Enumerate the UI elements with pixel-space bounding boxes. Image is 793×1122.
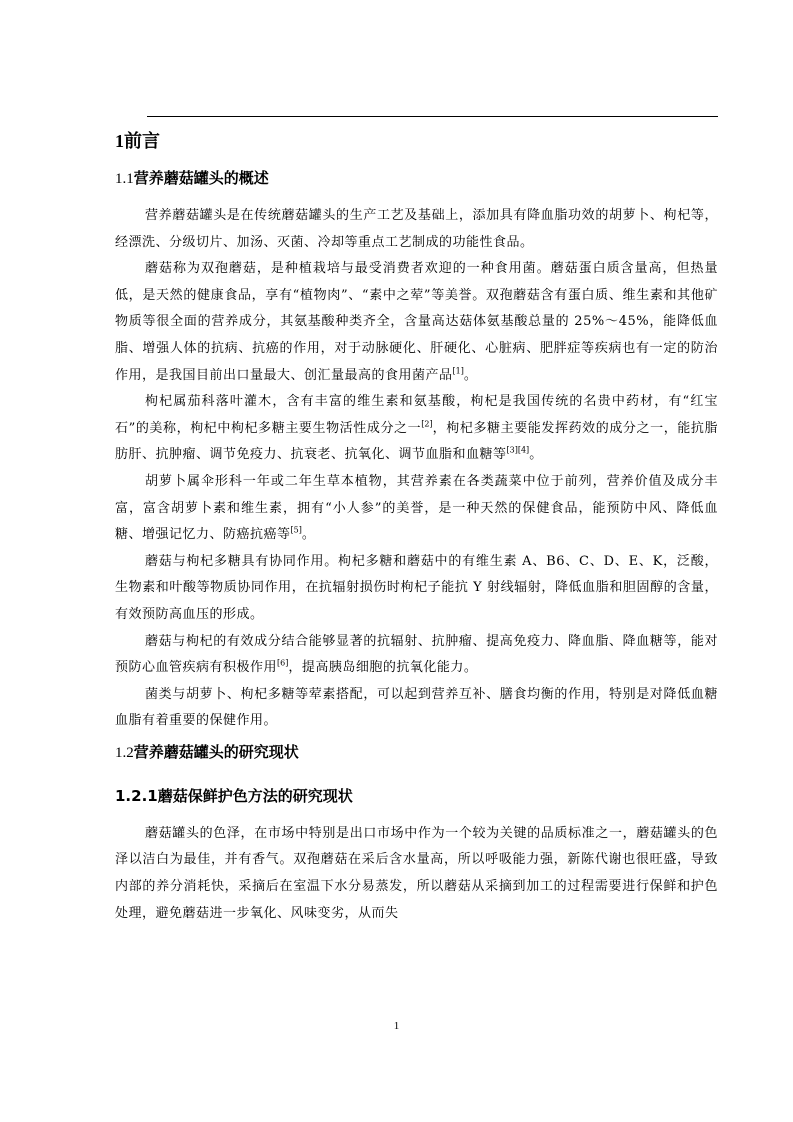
paragraph: 蘑菇与枸杞多糖具有协同作用。枸杞多糖和蘑菇中的有维生素 A、B6、C、D、E、K，泛酸，生物素和叶酸等物质协同作用，在抗辐射损伤时枸杞子能抗 Y 射线辐射，降低血脂和胆固醇的含量，有效预防高血压的形成。 — [115, 553, 718, 622]
citation: [6] — [277, 658, 289, 668]
citation: [3][4] — [506, 446, 530, 456]
paragraph: 营养蘑菇罐头是在传统蘑菇罐头的生产工艺及基础上，添加具有降血脂功效的胡萝卜、枸杞等，经漂洗、分级切片、加汤、灭菌、冷却等重点工艺制成的功能性食品。 — [115, 208, 718, 250]
section-heading-1-1 — [115, 161, 718, 203]
citation: [1] — [452, 366, 464, 376]
page-content — [115, 128, 718, 927]
section-number: 1 — [115, 131, 124, 151]
section-number: 1.2.1 — [115, 786, 158, 805]
paragraph: 胡萝卜属伞形科一年或二年生草本植物，其营养素在各类蔬菜中位于前列，营养价值及成分丰富，富含胡萝卜素和维生素，拥有“小人参”的美誉，是一种天然的保健食品，能预防中风、降低血糖、增强记忆力、防癌抗癌等[5]。 — [115, 473, 718, 543]
section-number: 1.1 — [115, 171, 134, 187]
citation: [2] — [421, 419, 433, 429]
header-rule — [147, 116, 718, 117]
paragraph: 蘑菇罐头的色泽，在市场中特别是出口市场中作为一个较为关键的品质标准之一，蘑菇罐头的色泽以洁白为最佳，并有香气。双孢蘑菇在采后含水量高，所以呼吸能力强，新陈代谢也很旺盛，导致内部的养分消耗快，采摘后在室温下水分易蒸发，所以蘑菇从采摘到加工的过程需要进行保鲜和护色处理，避免蘑菇进一步氧化、风味变劣，从而失 — [115, 825, 718, 921]
paragraph: 菌类与胡萝卜、枸杞多糖等荤素搭配，可以起到营养互补、膳食均衡的作用，特别是对降低血糖血脂有着重要的保健作用。 — [115, 686, 718, 729]
section-title: 营养蘑菇罐头的概述 — [133, 169, 269, 187]
paragraph: 枸杞属茄科落叶灌木，含有丰富的维生素和氨基酸，枸杞是我国传统的名贵中药材，有“红宝石”的美称，枸杞中枸杞多糖主要生物活性成分之一[2]，枸杞多糖主要能发挥药效的成分之一，能抗脂肪肝、抗肿瘤、调节免疫力、抗衰老、抗氧化、调节血脂和血糖等[3][4]。 — [115, 394, 718, 463]
paragraph: 蘑菇与枸杞的有效成分结合能够显著的抗辐射、抗肿瘤、提高免疫力、降血脂、降血糖等，能对预防心血管疾病有积极作用[6]，提高胰岛细胞的抗氧化能力。 — [115, 633, 718, 676]
section-heading-1-2 — [115, 735, 718, 777]
page-number: 1 — [393, 1020, 400, 1032]
section-heading-1 — [115, 128, 718, 161]
citation: [5] — [290, 525, 302, 535]
section-heading-1-2-1 — [115, 777, 718, 821]
section-title: 营养蘑菇罐头的研究现状 — [133, 742, 299, 761]
section-number: 1.2 — [115, 744, 134, 761]
paragraph: 蘑菇称为双孢蘑菇，是种植栽培与最受消费者欢迎的一种食用菌。蘑菇蛋白质含量高，但热量低，是天然的健康食品，享有“植物肉”、“素中之荤”等美誉。双孢蘑菇含有蛋白质、维生素和其他矿物质等很全面的营养成分，其氨基酸种类齐全，含量高达菇体氨基酸总量的 25%～45%，能降低血脂、增强人体的抗病、抗癌的作用，对于动脉硬化、肝硬化、心脏病、肥胖症等疾病也有一定的防治作用，是我国目前出口量最大、创汇量最高的食用菌产品[1]。 — [115, 261, 718, 383]
section-title: 蘑菇保鲜护色方法的研究现状 — [157, 786, 353, 805]
section-title: 前言 — [124, 131, 160, 152]
